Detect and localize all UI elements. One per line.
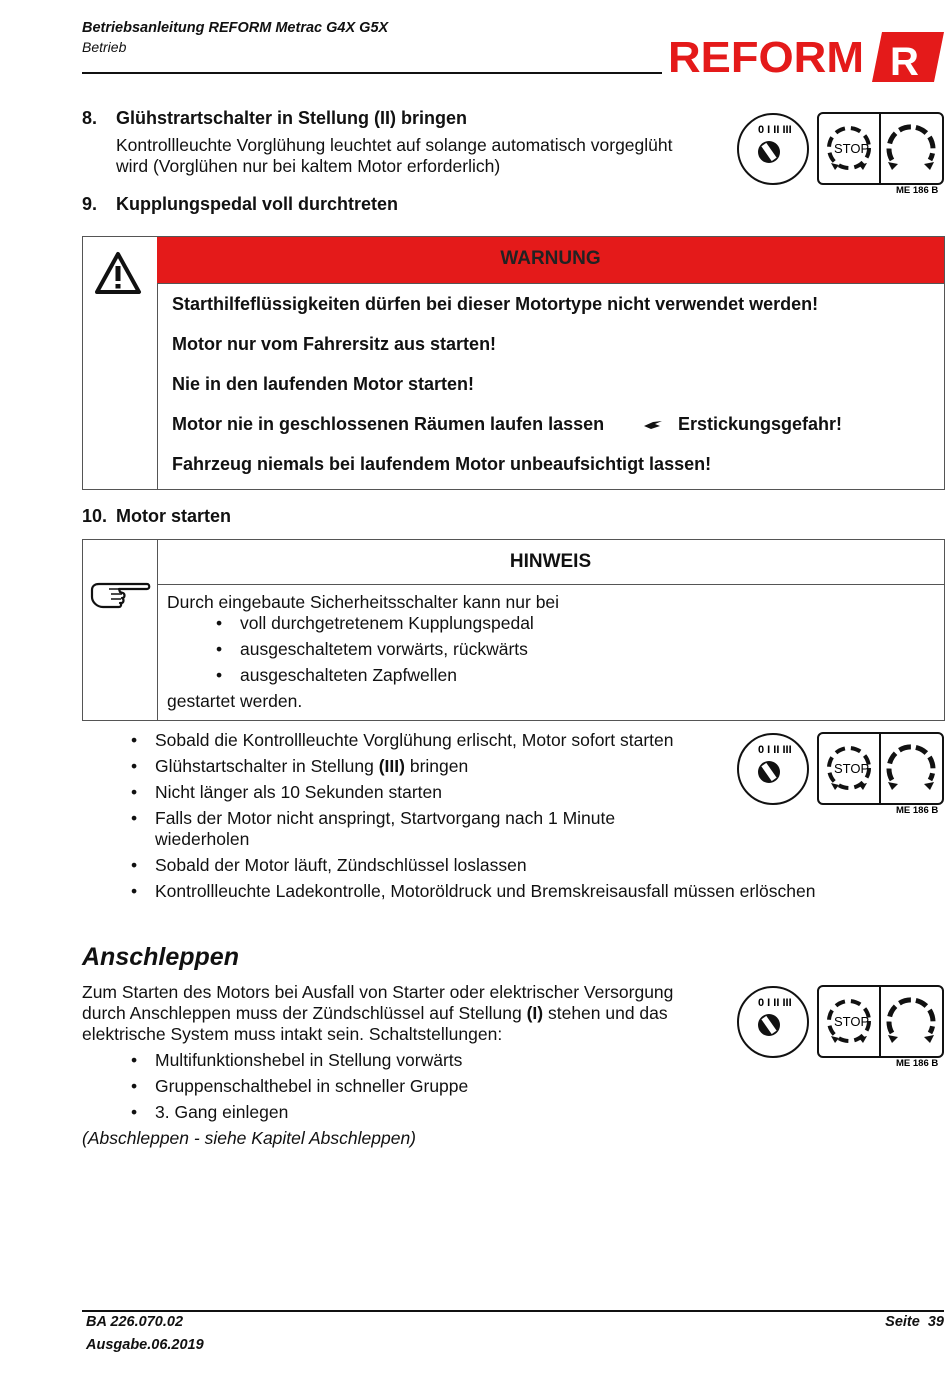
header-subtitle: Betrieb [82,39,127,55]
ignition-switch-icon [738,987,808,1057]
warning-box [82,236,945,490]
step-number: 10. [82,506,108,526]
list-item-text-cont: wiederholen [155,829,250,849]
warning-line: Motor nie in geschlossenen Räumen laufen lassen [172,414,605,434]
list-item-text: Multifunktionshebel in Stellung vorwärts [155,1050,463,1070]
warning-line: Erstickungsgefahr! [678,414,843,434]
list-item: • Nicht länger als 10 Sekunden starten [131,782,442,802]
switch-positions: 0 I II III [758,997,792,1009]
list-item-text: Nicht länger als 10 Sekunden starten [155,782,442,802]
logo-letter: R [890,40,919,84]
warning-heading: WARNUNG [157,237,944,283]
anschleppen-text-3: elektrische System muss intakt sein. Schaltstellungen: [82,1024,503,1044]
stop-label: STOP [834,761,870,776]
switch-positions: 0 I II III [758,744,792,756]
list-item: • Gruppenschalthebel in schneller Gruppe [131,1076,469,1096]
list-item: • Multifunktionshebel in Stellung vorwärts [131,1050,463,1070]
step-title: Glühstrartschalter in Stellung (II) bringen [116,108,468,128]
warning-line: Motor nur vom Fahrersitz aus starten! [172,334,497,354]
list-item: • Sobald die Kontrollleuchte Vorglühung erlischt, Motor sofort starten [131,730,674,750]
hinweis-intro: Durch eingebaute Sicherheitsschalter kann nur bei [167,592,560,612]
anschleppen-text-1: Zum Starten des Motors bei Ausfall von Starter oder elektrischer Versorgung [82,982,674,1002]
list-item-text: Gruppenschalthebel in schneller Gruppe [155,1076,469,1096]
list-item: • Glühstartschalter in Stellung (III) bringen [131,756,469,776]
step-number: 9. [82,194,98,214]
arrow-icon [643,418,665,432]
list-item-text: Sobald die Kontrollleuchte Vorglühung erlischt, Motor sofort starten [155,730,674,750]
step-10-heading [82,506,722,530]
list-item-text: 3. Gang einlegen [155,1102,289,1122]
list-item-text: Sobald der Motor läuft, Zündschlüssel loslassen [155,855,527,875]
warning-line: Starthilfeflüssigkeiten dürfen bei dieser Motortype nicht verwendet werden! [172,294,819,314]
list-item-text: Glühstartschalter in Stellung (III) bringen [155,756,469,776]
anschleppen-text-2: durch Anschleppen muss der Zündschlüssel auf Stellung (I) stehen und das [82,1003,668,1023]
header-divider [82,72,662,74]
step-9-heading [82,194,722,218]
figure-code: ME 186 B [896,805,939,816]
list-item: • ausgeschaltetem vorwärts, rückwärts [216,639,528,659]
list-item: • Kontrollleuchte Ladekontrolle, Motoröldruck und Bremskreisausfall müssen erlöschen [131,881,816,901]
warning-icon-cell [83,237,158,489]
ignition-figure [736,112,946,198]
list-item-text: voll durchgetretenem Kupplungspedal [240,613,534,633]
list-item-text: ausgeschalteten Zapfwellen [240,665,457,685]
step-title: Kupplungspedal voll durchtreten [116,194,399,214]
step-number: 8. [82,108,98,128]
pointing-hand-icon [89,580,151,610]
divider [157,283,944,284]
ignition-switch-icon [738,734,808,804]
section-title: Anschleppen [82,943,239,971]
ignition-figure [736,732,946,818]
list-item-text: ausgeschaltetem vorwärts, rückwärts [240,639,528,659]
warning-triangle-icon [94,251,142,295]
divider [157,584,944,585]
hinweis-heading: HINWEIS [509,551,592,572]
reform-logo [668,30,944,84]
list-item-text: Falls der Motor nicht anspringt, Startvorgang nach 1 Minute [155,808,616,828]
footer-edition: Ausgabe.06.2019 [86,1337,204,1353]
stop-label: STOP [834,1014,870,1029]
switch-positions: 0 I II III [758,124,792,136]
hinweis-icon-cell [83,540,158,720]
ignition-switch-icon [738,114,808,184]
warning-line: Fahrzeug niemals bei laufendem Motor unbeaufsichtigt lassen! [172,454,712,474]
figure-code: ME 186 B [896,1058,939,1069]
hinweis-outro: gestartet werden. [167,691,303,711]
list-item: • voll durchgetretenem Kupplungspedal [216,613,534,633]
hinweis-box [82,539,945,721]
ignition-figure [736,985,946,1071]
anschleppen-note: (Abschleppen - siehe Kapitel Abschleppen) [82,1128,417,1148]
list-item: • Falls der Motor nicht anspringt, Startvorgang nach 1 Minute wiederholen [131,808,616,849]
list-item: • ausgeschalteten Zapfwellen [216,665,457,685]
step-8-heading [82,108,722,132]
step-8-text-2: wird (Vorglühen nur bei kaltem Motor erforderlich) [116,156,501,176]
list-item-text: Kontrollleuchte Ladekontrolle, Motoröldruck und Bremskreisausfall müssen erlöschen [155,881,816,901]
logo-text: REFORM [668,33,864,82]
page-number: Seite 39 [885,1314,944,1330]
stop-label: STOP [834,141,870,156]
warning-line: Nie in den laufenden Motor starten! [172,374,475,394]
figure-code: ME 186 B [896,185,939,196]
footer-divider [82,1310,944,1312]
header-title: Betriebsanleitung REFORM Metrac G4X G5X [82,20,389,36]
list-item: • 3. Gang einlegen [131,1102,289,1122]
step-title: Motor starten [116,506,232,526]
step-8-text-1: Kontrollleuchte Vorglühung leuchtet auf solange automatisch vorgeglüht [116,135,673,155]
footer-doc-number: BA 226.070.02 [86,1314,184,1330]
list-item: • Sobald der Motor läuft, Zündschlüssel loslassen [131,855,527,875]
